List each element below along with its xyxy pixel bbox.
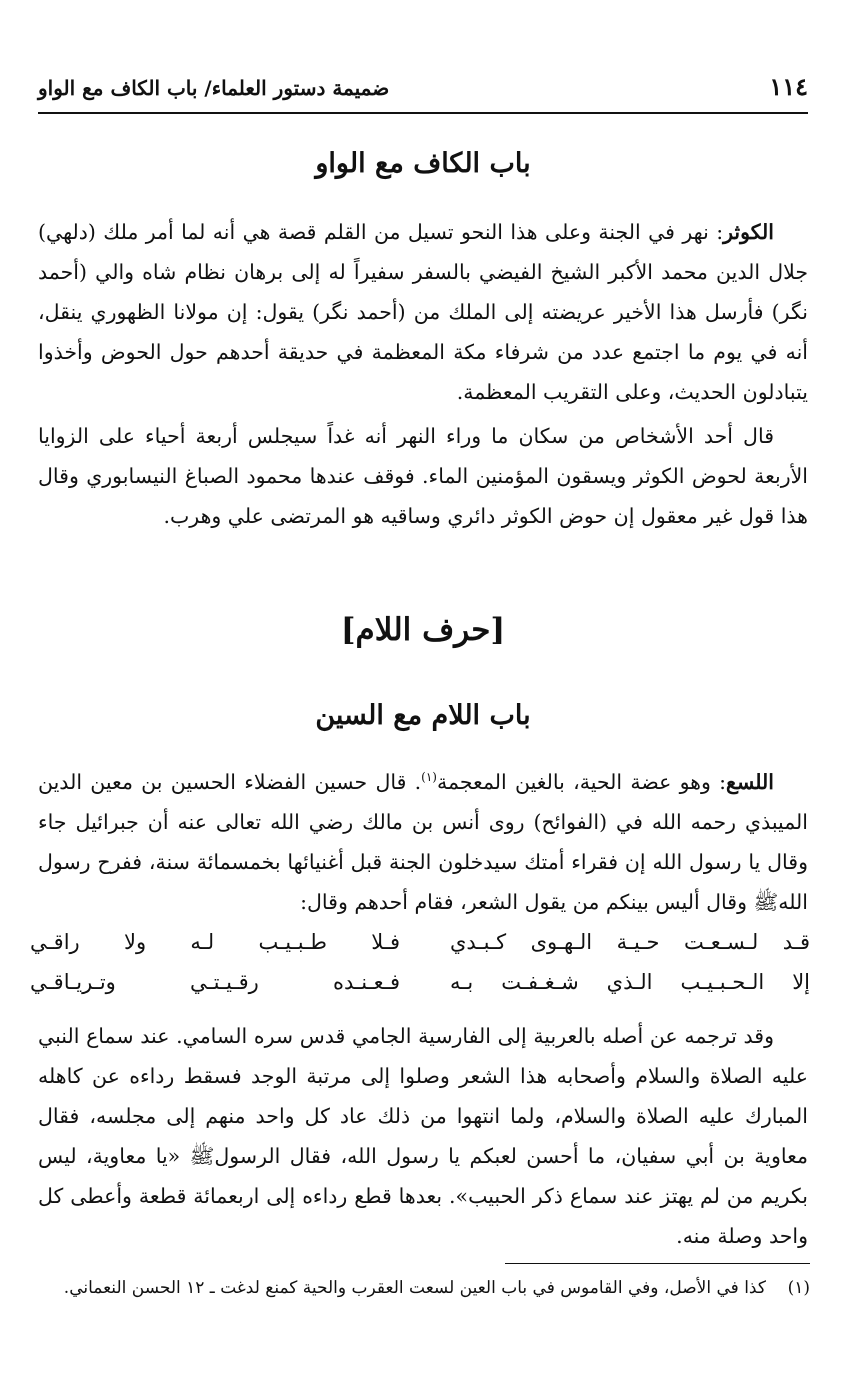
section-lam-sin-body xyxy=(38,762,808,922)
footnote-marker: (١) xyxy=(787,1278,810,1298)
entry-term-lasa: اللسع xyxy=(726,770,774,794)
header-rule xyxy=(38,112,808,114)
verse-1-second-hemistich: فـلا طـبـيـب لـه ولا راقـي xyxy=(30,930,400,954)
letter-heading-lam: [حرف اللام] xyxy=(340,612,506,648)
paragraph-kawthar-text: : نهر في الجنة وعلى هذا النحو تسيل من القلم قصة هي أنه لما أمر ملك (دلهي) جلال الدين محمد الأكبر الشيخ الفيضي بالسفر سفيراً له إلى برهان نظام شاه والي (أحمد نگر) فأرسل هذا الأخير عريضته إلى الملك من (أحمد نگر) يقول: إن مولانا الظهوري ينقل، أنه في يوم ما اجتمع عدد من شرفاء مكة المعظمة في حديقة أحدهم حول الحوض وأخذوا يتبادلون الحديث، وعلى التقريب المعظمة. xyxy=(38,220,808,404)
footnote xyxy=(25,1272,810,1304)
verse-2-first-hemistich: إلا الـحـبـيـب الـذي شـغـفـت بـه xyxy=(450,970,810,994)
footnote-rule xyxy=(505,1263,810,1264)
paragraph-lasa xyxy=(38,762,808,922)
footnote-text: كذا في الأصل، وفي القاموس في باب العين لسعت العقرب والحية كمنع لدغت ـ ١٢ الحسن النعماني. xyxy=(63,1278,766,1298)
verse-1-first-hemistich: قـد لـسـعـت حـيـة الـهـوى كـبـدي xyxy=(450,930,810,954)
page-number: ١١٤ xyxy=(769,72,808,101)
section-kaf-waw-body xyxy=(38,212,808,536)
paragraph-kawthar-2: قال أحد الأشخاص من سكان ما وراء النهر أنه غداً سيجلس أربعة أحياء على الزوايا الأربعة لحوض الكوثر ويسقون المؤمنين الماء. فوقف عندها محمود الصباغ النيسابوري وقال هذا قول غير معقول إن حوض الكوثر دائري وساقيه هو المرتضى علي وهرب. xyxy=(38,424,808,528)
section-title-lam-sin: باب اللام مع السين xyxy=(315,700,531,731)
verse-2-second-hemistich: فـعـنـده رقـيـتـي وتـريـاقـي xyxy=(30,970,400,994)
paragraph-kawthar xyxy=(38,212,808,412)
section-title-kaf-waw: باب الكاف مع الواو xyxy=(315,148,531,179)
paragraph-translation: وقد ترجمه عن أصله بالعربية إلى الفارسية الجامي قدس سره السامي. عند سماع النبي عليه الصلاة والسلام وأصحابه هذا الشعر وصلوا إلى مرتبة الوجد فسقط رداءه عن كاهله المبارك عليه الصلاة والسلام، ولما انتهوا من ذلك عاد كل واحد منهم إلى مجلسه، فقال معاوية بن أبي سفيان، ما أحسن لعبكم يا رسول الله، فقال الرسولﷺ «يا معاوية، ليس بكريم من لم يهتز عند سماع ذكر الحبيب». بعدها قطع رداءه إلى اربعمائة قطعة وأعطى كل واحد وصلة منه. xyxy=(38,1024,808,1248)
footnote-reference[interactable]: (١) xyxy=(421,770,437,785)
running-title: ضميمة دستور العلماء/ باب الكاف مع الواو xyxy=(38,76,390,100)
running-head xyxy=(38,72,808,110)
paragraph-lasa-text-a: : وهو عضة الحية، بالغين المعجمة xyxy=(436,770,727,794)
paragraph-lasa-text-b: . قال حسين الفضلاء الحسين بن معين الدين الميبذي رحمه الله في (الفوائح) روى أنس بن مالك رضي الله تعالى عنه أن جبرائيل جاء وقال يا رسول الله إن فقراء أمتك سيدخلون الجنة قبل أغنيائها بخمسمائة سنة، ففرح رسول اللهﷺ وقال أليس بينكم من يقول الشعر، فقام أحدهم وقال: xyxy=(38,770,808,914)
section-lam-sin-continuation xyxy=(38,1016,808,1256)
entry-term-kawthar: الكوثر xyxy=(723,220,774,244)
